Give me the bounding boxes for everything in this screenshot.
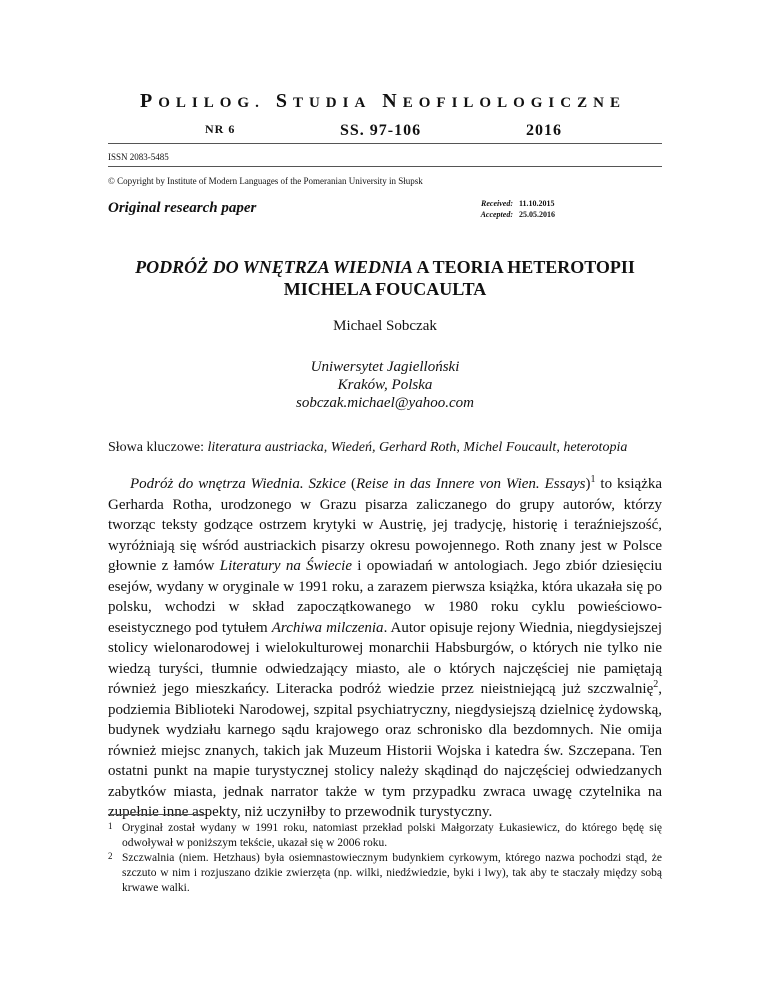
title-line-2: MICHELA FOUCAULTA [283,279,487,299]
footnote-number: 1 [108,821,113,831]
footnote-text: Oryginał został wydany w 1991 roku, natomiast przekład polski Małgorzaty Łukasiewicz, do którego będę się odwoływał w poniższym tekście, ukazał się w 2006 roku. [122,822,662,849]
email-link[interactable]: sobczak.michael@yahoo.com [296,395,474,411]
body-text [108,474,662,823]
author-affiliation [108,358,662,412]
footnote [108,851,662,896]
issn-rule [108,166,662,167]
author-name: Michael Sobczak [333,318,437,334]
footnote-number: 2 [108,851,113,861]
keywords-list: literatura austriacka, Wiedeń, Gerhard Roth, Michel Foucault, heterotopia [207,440,628,455]
journal-title [140,90,630,113]
journal-title-text: POLILOG. STUDIA NEOFILOLOGICZNE [140,90,626,112]
title-rest: A TEORIA HETEROTOPII [412,257,635,277]
submission-dates [458,198,555,220]
copyright-notice: © Copyright by Institute of Modern Languages of the Pomeranian University in Słupsk [108,176,423,186]
location: Kraków, Polska [337,377,433,393]
header-rule [108,143,662,144]
footnote-rule [108,814,206,815]
title-italic-part: PODRÓŻ DO WNĘTRZA WIEDNIA [135,257,413,277]
body-paragraph: Podróż do wnętrza Wiednia. Szkice (Reise in das Innere von Wien. Essays)$^1$ to książka Gerharda Rotha, urodzonego w Grazu pisarza zaliczanego do grupy autorów, którzy tworząc teksty godzące ostrzem krytyki w Austrię, jej tradycję, historię i teraźniejszość, wyróżniają się wśród austriackich pisarzy okresu powojennego. Roth znany jest w Polsce głownie z łamów Literatury na Świecie i opowiadań w antologiach. Jego zbiór dziesięciu esejów, wydany w oryginale w 1991 roku, a zarazem pierwsza książka, która ukazała się po polsku, wchodzi w skład zapoczątkowanego w 1980 roku cyklu powieściowo-eseistycznego pod tytułem Archiwa milczenia. Autor opisuje rejony Wiednia, niegdysiejszej stolicy wielonarodowej i wielokulturowej monarchii Habsburgów, o których nie tylko nie wiedzą turyści, tłumnie odwiedzający miasto, ale o których najczęściej nie pamiętają również jego mieszkańcy. Literacka podróż wiedzie przez nieistniejącą już szczwalnię$^2$, podziemia Biblioteki Narodowej, szpital psychiatryczny, niegdysiejszą dzielnicę żydowską, budynek wydziału karnego sądu krajowego oraz schronisko dla bezdomnych. Nie omija również miejsc znanych, takich jak Muzeum Historii Wojska i katedra św. Szczepana. Ten ostatni punkt na mapie turystycznej stolicy należy skądinąd do najczęściej odwiedzanych zabytków miasta, jednak narrator także w tym przypadku zwraca uwagę czytelnika na zupełnie inne aspekty, niż uczyniłby to przewodnik turystyczny. [108,474,663,820]
received-label: Received: [481,199,513,208]
page-range: SS. 97-106 [340,122,422,139]
keywords-label: Słowa kluczowe: [108,440,208,455]
accepted-label: Accepted: [480,210,513,219]
footnote-text: Szczwalnia (niem. Hetzhaus) była osiemnastowiecznym budynkiem cyrkowym, którego nazwa pochodzi stąd, że szczuto w nim i rozjuszano dzikie zwierzęta (np. wilki, niedźwiedzie, byki i lwy), tak aby te staczały między sobą krwawe walki. [122,852,662,894]
footnotes [108,821,662,896]
issn: ISSN 2083-5485 [108,152,169,162]
received-date: 11.10.2015 [519,199,555,208]
paper-type: Original research paper [108,200,257,216]
paper-title [108,256,662,300]
publication-year: 2016 [526,122,562,139]
accepted-date: 25.05.2016 [519,210,555,219]
affiliation: Uniwersytet Jagielloński [310,359,460,375]
issue-number: NR 6 [205,122,236,136]
keywords [108,440,668,456]
footnote [108,821,662,851]
